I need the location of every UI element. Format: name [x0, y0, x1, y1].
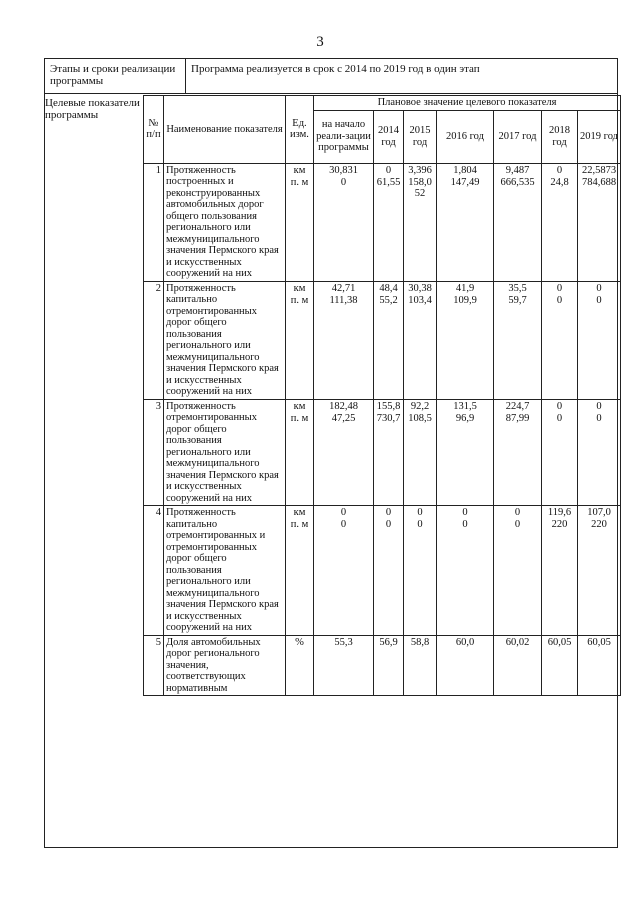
value: 87,99: [505, 412, 530, 424]
value: 47,25: [331, 412, 356, 424]
page-number: 3: [316, 34, 324, 50]
value: 147,49: [450, 176, 480, 188]
value-cell: [314, 635, 374, 696]
value: 61,55: [376, 176, 401, 188]
value: 220: [551, 519, 568, 530]
value-cell: [578, 281, 621, 399]
value-cell: [404, 163, 437, 281]
indicator-number: 3: [144, 399, 164, 506]
value-cell: [437, 281, 494, 399]
value: 109,9: [453, 294, 477, 306]
indicator-row: [144, 635, 621, 696]
value: 666,535: [500, 176, 535, 188]
value: 42,71: [331, 282, 356, 294]
value: 0: [514, 519, 521, 530]
unit-label: п. м: [290, 519, 309, 530]
value-cell: [578, 399, 621, 506]
value: 0: [340, 519, 347, 530]
header-plan: Плановое значение целевого показателя: [314, 96, 621, 111]
value: 30,38: [408, 282, 432, 294]
value: 119,6: [547, 507, 572, 518]
stages-row: [45, 59, 617, 94]
value-cell: [494, 506, 542, 636]
value: 0: [340, 176, 347, 188]
targets-table: [143, 95, 621, 696]
value: 784,688: [581, 176, 617, 188]
value: 59,7: [508, 294, 527, 306]
value: 0: [385, 507, 392, 518]
passport-table: [44, 58, 618, 848]
value: 0: [462, 519, 468, 530]
unit-label: км: [293, 400, 306, 412]
value-cell: [314, 506, 374, 636]
indicator-name: Протяженность капитально отремонтированных дорог общего пользования регионального или межмуниципального значения Пермского края и искусственных сооружений на них: [164, 281, 286, 399]
indicator-units: [286, 399, 314, 506]
indicator-row: [144, 281, 621, 399]
header-year: 2014 год: [374, 110, 404, 163]
indicator-name: Доля автомобильных дорог регионального значения, соответствующих нормативным: [164, 635, 286, 696]
targets-label: Целевые показатели программы: [45, 97, 140, 121]
header-num: № п/п: [144, 96, 164, 164]
indicator-name: Протяженность построенных и реконструированных автомобильных дорог общего пользования регионального или межмуниципального значения Пермского края и искусственных сооружений на них: [164, 163, 286, 281]
value-cell: [578, 635, 621, 696]
value: 0: [556, 412, 563, 424]
header-row-1: [144, 96, 621, 111]
value: 108,5: [408, 412, 432, 424]
value: 1,804: [453, 164, 477, 176]
value: 58,8: [410, 636, 430, 648]
value: 0: [556, 400, 563, 412]
value: 41,9: [455, 282, 475, 294]
value-cell: [404, 635, 437, 696]
value-cell: [404, 281, 437, 399]
value-cell: [374, 506, 404, 636]
indicator-units: [286, 506, 314, 636]
value-cell: [374, 399, 404, 506]
value-cell: [314, 399, 374, 506]
indicator-name: Протяженность капитально отремонтированных и отремонтированных дорог общего пользования регионального или межмуниципального значения Пермского края и искусственных сооружений на них: [164, 506, 286, 636]
value: 56,9: [379, 636, 398, 648]
value: 111,38: [329, 294, 358, 306]
value: 155,8: [376, 400, 401, 412]
value-cell: [437, 399, 494, 506]
value-cell: [578, 163, 621, 281]
header-year: 2019 год: [578, 110, 621, 163]
value-cell: [578, 506, 621, 636]
value: 0: [556, 282, 563, 294]
value: 92,2: [410, 400, 430, 412]
header-year: 2016 год: [437, 110, 494, 163]
value: 30,831: [329, 164, 358, 176]
value: 55,2: [379, 294, 398, 306]
unit-label: %: [295, 636, 304, 648]
indicator-number: 1: [144, 163, 164, 281]
header-year: 2015 год: [404, 110, 437, 163]
value: 0: [514, 507, 521, 518]
value: 0: [596, 282, 602, 294]
value: 0: [556, 294, 563, 306]
unit-label: п. м: [290, 294, 309, 306]
unit-label: п. м: [290, 176, 309, 188]
unit-label: км: [293, 164, 306, 176]
value: 0: [417, 507, 423, 518]
indicator-units: [286, 281, 314, 399]
value: 24,8: [550, 176, 569, 188]
value-cell: [314, 163, 374, 281]
stages-divider: [185, 59, 186, 93]
header-unit: Ед. изм.: [286, 96, 314, 164]
value-cell: [404, 399, 437, 506]
value-cell: [437, 163, 494, 281]
value: 0: [340, 507, 347, 518]
value-cell: [542, 506, 578, 636]
unit-label: км: [293, 282, 306, 294]
header-year: 2018 год: [542, 110, 578, 163]
indicator-units: [286, 635, 314, 696]
value: 0: [596, 400, 602, 412]
value: 35,5: [508, 282, 527, 294]
stages-text: Программа реализуется в срок с 2014 по 2019 год в один этап: [191, 63, 480, 75]
value-cell: [437, 506, 494, 636]
value: 60,05: [547, 636, 572, 648]
value: 60,02: [505, 636, 530, 648]
value: 730,7: [376, 412, 401, 424]
targets-rows: [144, 163, 621, 696]
indicator-name: Протяженность отремонтированных дорог общего пользования регионального или межмуниципального значения Пермского края и искусственных сооружений на них: [164, 399, 286, 506]
stages-label: Этапы и сроки реализации программы: [50, 63, 176, 87]
value: 0: [385, 164, 392, 176]
value-cell: [494, 635, 542, 696]
value-cell: [314, 281, 374, 399]
value-cell: [374, 163, 404, 281]
value-cell: [374, 281, 404, 399]
value: 9,487: [505, 164, 530, 176]
value: 0: [385, 519, 392, 530]
value: 0: [462, 507, 468, 518]
value: 22,5873: [581, 164, 617, 176]
targets-table-wrap: [143, 95, 618, 848]
value-cell: [542, 163, 578, 281]
unit-label: п. м: [290, 412, 309, 424]
value-cell: [542, 399, 578, 506]
value-cell: [494, 163, 542, 281]
value: 60,0: [455, 636, 475, 648]
indicator-units: [286, 163, 314, 281]
value: 182,48: [329, 400, 358, 412]
indicator-number: 4: [144, 506, 164, 636]
value: 0: [596, 412, 602, 424]
value: 96,9: [455, 412, 475, 424]
unit-label: км: [293, 507, 306, 518]
value: 0: [417, 519, 423, 530]
value-cell: [542, 281, 578, 399]
value: 158,052: [408, 176, 432, 199]
value-cell: [437, 635, 494, 696]
value: 0: [596, 294, 602, 306]
indicator-number: 5: [144, 635, 164, 696]
indicator-row: [144, 506, 621, 636]
header-year: на начало реали-зации программы: [314, 110, 374, 163]
value-cell: [494, 399, 542, 506]
value: 224,7: [505, 400, 530, 412]
indicator-row: [144, 163, 621, 281]
value-cell: [374, 635, 404, 696]
value: 48,4: [379, 282, 398, 294]
value: 107,0: [587, 507, 611, 518]
value: 55,3: [334, 636, 353, 648]
value: 220: [591, 519, 607, 530]
value: 103,4: [408, 294, 432, 306]
value: 3,396: [408, 164, 432, 176]
indicator-row: [144, 399, 621, 506]
value: 131,5: [453, 400, 477, 412]
indicator-number: 2: [144, 281, 164, 399]
value: 0: [556, 164, 563, 176]
header-name: Наименование показателя: [164, 96, 286, 164]
value-cell: [542, 635, 578, 696]
value-cell: [404, 506, 437, 636]
header-year: 2017 год: [494, 110, 542, 163]
value: 60,05: [587, 636, 611, 648]
value-cell: [494, 281, 542, 399]
